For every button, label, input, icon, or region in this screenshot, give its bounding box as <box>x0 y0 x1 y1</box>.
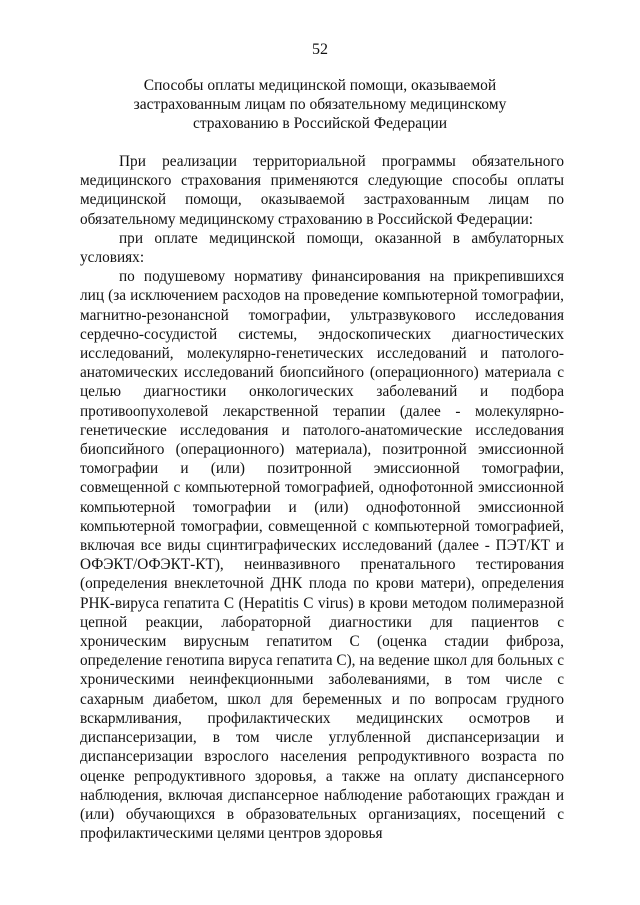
heading-line: страхованию в Российской Федерации <box>192 115 448 132</box>
paragraph: по подушевому нормативу финансирования на прикрепившихся лиц (за исключением расходов на проведение компьютерной томографии, магнитно-резонансной томографии, ультразвукового исследования сердечно-сосудистой системы, эндоскопических диагностических исследований, молекулярно-генетических исследований и патолого-анатомических исследований биопсийного (операционного) материала с целью диагностики онкологических заболеваний и подбора противоопухолевой лекарственной терапии (далее - молекулярно-генетические исследования и патолого-анатомические исследования биопсийного (операционного) материала), позитронной эмиссионной томографии и (или) позитронной эмиссионной томографии, совмещенной с компьютерной томографией, однофотонной эмиссионной компьютерной томографии и (или) однофотонной эмиссионной компьютерной томографии, совмещенной с компьютерной томографией, включая все виды сцинтиграфических исследований (далее - ПЭТ/КТ и ОФЭКТ/ОФЭКТ-КТ), неинвазивного пренатального тестирования (определения внеклеточной ДНК плода по крови матери), определения РНК-вируса гепатита С (Hepatitis C virus) в крови методом полимеразной цепной реакции, лабораторной диагностики для пациентов с хроническим вирусным гепатитом С (оценка стадии фиброза, определение генотипа вируса гепатита С), на ведение школ для больных с хроническими неинфекционными заболеваниями, в том числе с сахарным диабетом, школ для беременных и по вопросам грудного вскармливания, профилактических медицинских осмотров и диспансеризации, в том числе углубленной диспансеризации и диспансеризации взрослого населения репродуктивного возраста по оценке репродуктивного здоровья, а также на оплату диспансерного наблюдения, включая диспансерное наблюдение работающих граждан и (или) обучающихся в образовательных организациях, посещений с профилактическими целями центров здоровья <box>80 268 564 843</box>
heading-line: Способы оплаты медицинской помощи, оказываемой <box>143 77 497 94</box>
heading-line: застрахованным лицам по обязательному медицинскому <box>133 96 507 113</box>
body-text <box>80 152 564 843</box>
paragraph: При реализации территориальной программы обязательного медицинского страхования применяются следующие способы оплаты медицинской помощи, оказываемой застрахованным лицам по обязательному медицинскому страхованию в Российской Федерации: <box>80 153 564 228</box>
paragraph: при оплате медицинской помощи, оказанной в амбулаторных условиях: <box>80 229 564 267</box>
section-heading <box>80 76 560 133</box>
page-number: 52 <box>312 41 328 58</box>
